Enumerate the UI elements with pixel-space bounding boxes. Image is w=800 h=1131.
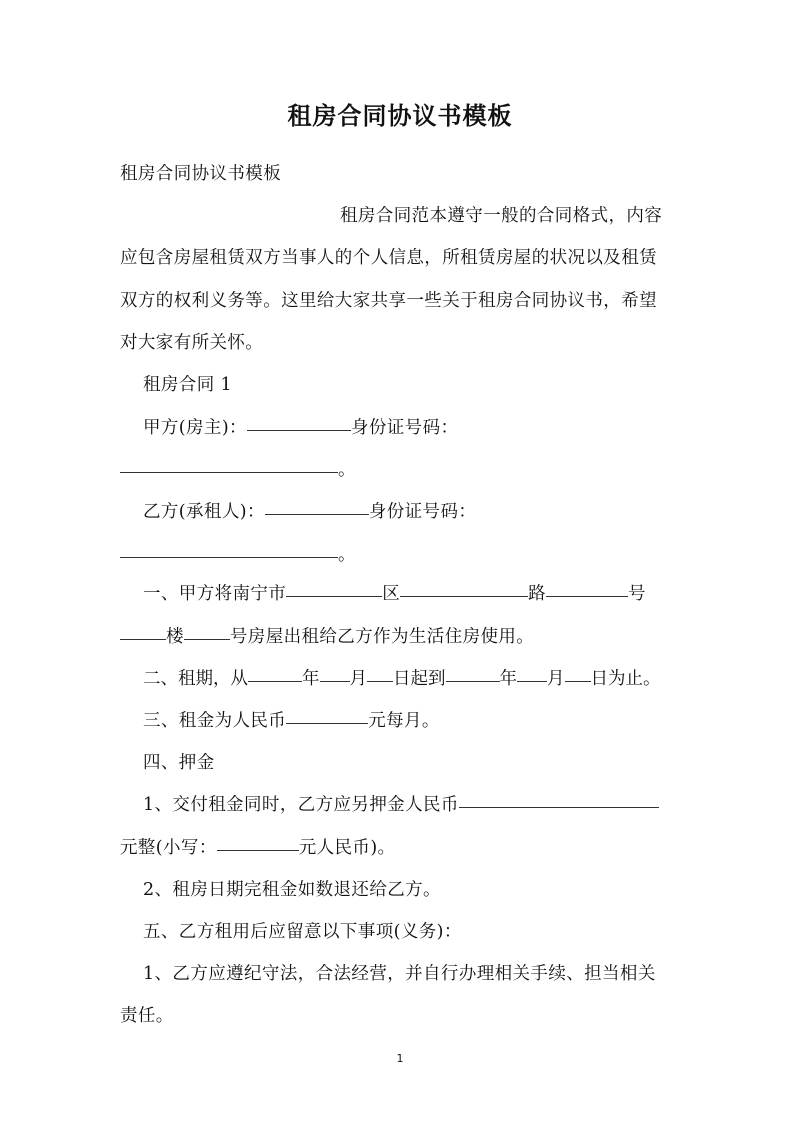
clause-5-heading: 五、乙方租用后应留意以下事项(义务)： (143, 922, 462, 942)
clause-4-1-text-a: 1、交付租金同时，乙方应另押金人民币 (143, 795, 459, 815)
clause-2-line (143, 665, 661, 690)
clause-1-text-e: 楼 (166, 627, 184, 647)
rent-blank (286, 722, 368, 724)
party-a-id-line (120, 456, 356, 481)
start-day-blank (367, 680, 393, 682)
clause-4-1-text-c: 元人民币)。 (298, 838, 396, 858)
page-number: 1 (396, 1052, 404, 1065)
party-a-label: 甲方(房主)： (143, 418, 247, 438)
clause-2-year-1: 年 (302, 669, 320, 689)
clause-1-text-a: 一、甲方将南宁市 (143, 584, 287, 604)
clause-4-heading: 四、押金 (143, 753, 215, 773)
party-b-id-label: 身份证号码： (368, 502, 477, 522)
start-year-blank (248, 680, 302, 682)
road-blank (400, 595, 528, 597)
room-blank (184, 638, 230, 640)
deposit-amount-blank (459, 806, 659, 808)
clause-4-1-text-b: 元整(小写： (120, 838, 217, 858)
document-title: 租房合同协议书模板 (287, 101, 513, 130)
intro-line-4: 对大家有所关怀。 (120, 333, 264, 353)
deposit-figure-blank (217, 849, 299, 851)
party-b-line (143, 498, 476, 523)
start-month-blank (320, 680, 350, 682)
clause-3-text-b: 元每月。 (368, 711, 440, 731)
clause-2-day-1: 日起到 (393, 669, 446, 689)
clause-3-text-a: 三、租金为人民币 (143, 711, 287, 731)
document-subtitle: 租房合同协议书模板 (120, 164, 282, 184)
party-a-name-blank (247, 429, 351, 431)
clause-4-1-line-1 (143, 791, 659, 816)
clause-5-1-line-2: 责任。 (120, 1006, 174, 1026)
intro-line-2: 应包含房屋租赁双方当事人的个人信息，所租赁房屋的状况以及租赁 (120, 248, 657, 268)
party-a-line (143, 414, 458, 439)
number-blank (546, 595, 628, 597)
intro-line-1: 租房合同范本遵守一般的合同格式，内容 (340, 206, 663, 226)
clause-1-text-d: 号 (628, 584, 646, 604)
clause-4-2: 2、租房日期完租金如数退还给乙方。 (143, 880, 441, 900)
party-b-id-blank (120, 556, 338, 558)
clause-1-text-b: 区 (382, 584, 401, 604)
party-a-id-label: 身份证号码： (350, 418, 459, 438)
intro-line-3: 双方的权利义务等。这里给大家共享一些关于租房合同协议书，希望 (120, 291, 657, 311)
clause-1-text-c: 路 (528, 584, 547, 604)
clause-2-month-2: 月 (547, 669, 565, 689)
party-b-id-line (120, 541, 356, 566)
clause-1-line-2 (120, 623, 534, 648)
clause-1-text-f: 号房屋出租给乙方作为生活住房使用。 (229, 627, 535, 647)
clause-2-text-a: 二、租期，从 (143, 669, 248, 689)
district-blank (286, 595, 382, 597)
contract-heading: 租房合同 1 (143, 375, 233, 395)
building-blank (120, 638, 166, 640)
clause-2-month-1: 月 (349, 669, 367, 689)
end-year-blank (446, 680, 500, 682)
end-month-blank (517, 680, 547, 682)
clause-1-line-1 (143, 580, 646, 605)
clause-2-day-2: 日为止。 (590, 669, 661, 689)
end-day-blank (565, 680, 591, 682)
party-b-name-blank (265, 513, 369, 515)
party-a-id-blank (120, 471, 338, 473)
party-b-end: 。 (338, 545, 356, 565)
clause-2-year-2: 年 (499, 669, 517, 689)
clause-5-1-line-1: 1、乙方应遵纪守法，合法经营，并自行办理相关手续、担当相关 (143, 964, 656, 984)
party-a-end: 。 (338, 460, 356, 480)
clause-3-line (143, 707, 440, 732)
clause-4-1-line-2 (120, 834, 395, 859)
party-b-label: 乙方(承租人)： (143, 502, 265, 522)
